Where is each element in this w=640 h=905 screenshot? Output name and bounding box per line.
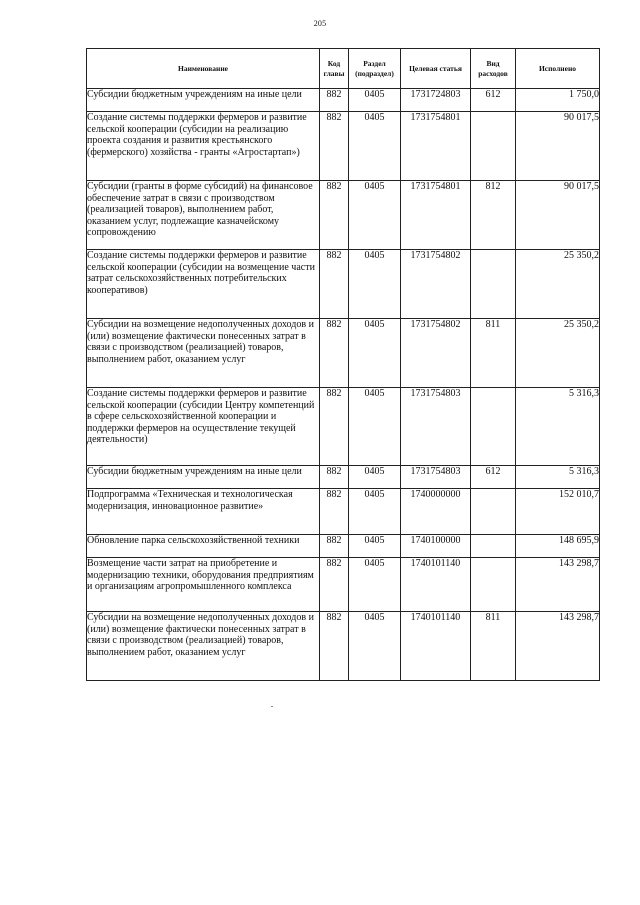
cell-target: 1731754802	[401, 250, 471, 319]
cell-name: Субсидии бюджетным учреждениям на иные цели	[87, 466, 320, 489]
cell-code: 882	[320, 466, 349, 489]
cell-section: 0405	[349, 388, 401, 466]
cell-amount: 5 316,3	[516, 388, 600, 466]
cell-section: 0405	[349, 489, 401, 535]
table-row	[87, 181, 600, 250]
cell-target: 1731754803	[401, 466, 471, 489]
cell-code: 882	[320, 250, 349, 319]
table-row	[87, 558, 600, 612]
cell-kind	[471, 489, 516, 535]
budget-execution-table	[86, 48, 600, 681]
cell-amount: 25 350,2	[516, 250, 600, 319]
cell-amount: 25 350,2	[516, 319, 600, 388]
cell-target: 1731754801	[401, 112, 471, 181]
cell-section: 0405	[349, 181, 401, 250]
cell-kind: 612	[471, 466, 516, 489]
table-body	[87, 89, 600, 681]
cell-target: 1740101140	[401, 558, 471, 612]
cell-name: Субсидии на возмещение недополученных доходов и (или) возмещение фактически понесенных затрат в связи с производством (реализацией) товаров, выполнением работ, оказанием услуг	[87, 319, 320, 388]
cell-section: 0405	[349, 612, 401, 681]
table-row	[87, 250, 600, 319]
header-target: Целевая статья	[401, 49, 471, 89]
cell-code: 882	[320, 489, 349, 535]
table-row	[87, 489, 600, 535]
table-row	[87, 535, 600, 558]
cell-name: Возмещение части затрат на приобретение и модернизацию техники, оборудования предприятиям и организациям агропромышленного комплекса	[87, 558, 320, 612]
header-amount: Исполнено	[516, 49, 600, 89]
header-row	[87, 49, 600, 89]
cell-name: Подпрограмма «Техническая и технологическая модернизация, инновационное развитие»	[87, 489, 320, 535]
cell-name: Субсидии (гранты в форме субсидий) на финансовое обеспечение затрат в связи с производством (реализацией товаров), выполнением работ, оказанием услуг, подлежащие казначейскому сопровождению	[87, 181, 320, 250]
cell-section: 0405	[349, 535, 401, 558]
cell-amount: 143 298,7	[516, 558, 600, 612]
scan-speck	[271, 706, 273, 707]
cell-section: 0405	[349, 112, 401, 181]
cell-target: 1740000000	[401, 489, 471, 535]
cell-name: Субсидии на возмещение недополученных доходов и (или) возмещение фактически понесенных затрат в связи с производством (реализацией) товаров, выполнением работ, оказанием услуг	[87, 612, 320, 681]
cell-section: 0405	[349, 558, 401, 612]
cell-kind	[471, 112, 516, 181]
table-header	[87, 49, 600, 89]
cell-amount: 1 750,0	[516, 89, 600, 112]
cell-amount: 5 316,3	[516, 466, 600, 489]
cell-target: 1731724803	[401, 89, 471, 112]
cell-kind: 811	[471, 612, 516, 681]
cell-target: 1731754803	[401, 388, 471, 466]
cell-code: 882	[320, 181, 349, 250]
cell-kind	[471, 558, 516, 612]
cell-amount: 148 695,9	[516, 535, 600, 558]
cell-target: 1740101140	[401, 612, 471, 681]
table-row	[87, 112, 600, 181]
cell-code: 882	[320, 535, 349, 558]
table-row	[87, 89, 600, 112]
cell-code: 882	[320, 612, 349, 681]
cell-section: 0405	[349, 319, 401, 388]
cell-code: 882	[320, 319, 349, 388]
cell-section: 0405	[349, 466, 401, 489]
table-row	[87, 466, 600, 489]
cell-code: 882	[320, 388, 349, 466]
header-code: Код главы	[320, 49, 349, 89]
cell-name: Создание системы поддержки фермеров и развитие сельской кооперации (субсидии Центру компетенций в сфере сельскохозяйственной кооперации и поддержки фермеров на осуществление текущей деятельности)	[87, 388, 320, 466]
cell-kind: 811	[471, 319, 516, 388]
cell-name: Субсидии бюджетным учреждениям на иные цели	[87, 89, 320, 112]
header-name: Наименование	[87, 49, 320, 89]
table-row	[87, 612, 600, 681]
cell-code: 882	[320, 89, 349, 112]
cell-section: 0405	[349, 250, 401, 319]
cell-kind: 812	[471, 181, 516, 250]
cell-code: 882	[320, 112, 349, 181]
page-number: 205	[313, 19, 327, 28]
cell-kind	[471, 250, 516, 319]
header-kind: Вид расходов	[471, 49, 516, 89]
cell-name: Создание системы поддержки фермеров и развитие сельской кооперации (субсидии на реализацию проекта создания и развития крестьянского (фермерского) хозяйства - гранты «Агростартап»)	[87, 112, 320, 181]
cell-target: 1731754801	[401, 181, 471, 250]
cell-amount: 90 017,5	[516, 181, 600, 250]
header-section: Раздел (подраздел)	[349, 49, 401, 89]
table-row	[87, 388, 600, 466]
cell-kind	[471, 388, 516, 466]
cell-amount: 143 298,7	[516, 612, 600, 681]
cell-target: 1731754802	[401, 319, 471, 388]
cell-kind	[471, 535, 516, 558]
cell-name: Обновление парка сельскохозяйственной техники	[87, 535, 320, 558]
cell-amount: 90 017,5	[516, 112, 600, 181]
table-row	[87, 319, 600, 388]
cell-name: Создание системы поддержки фермеров и развитие сельской кооперации (субсидии на возмещение части затрат сельскохозяйственных потребительских кооперативов)	[87, 250, 320, 319]
cell-kind: 612	[471, 89, 516, 112]
cell-section: 0405	[349, 89, 401, 112]
cell-target: 1740100000	[401, 535, 471, 558]
cell-amount: 152 010,7	[516, 489, 600, 535]
cell-code: 882	[320, 558, 349, 612]
